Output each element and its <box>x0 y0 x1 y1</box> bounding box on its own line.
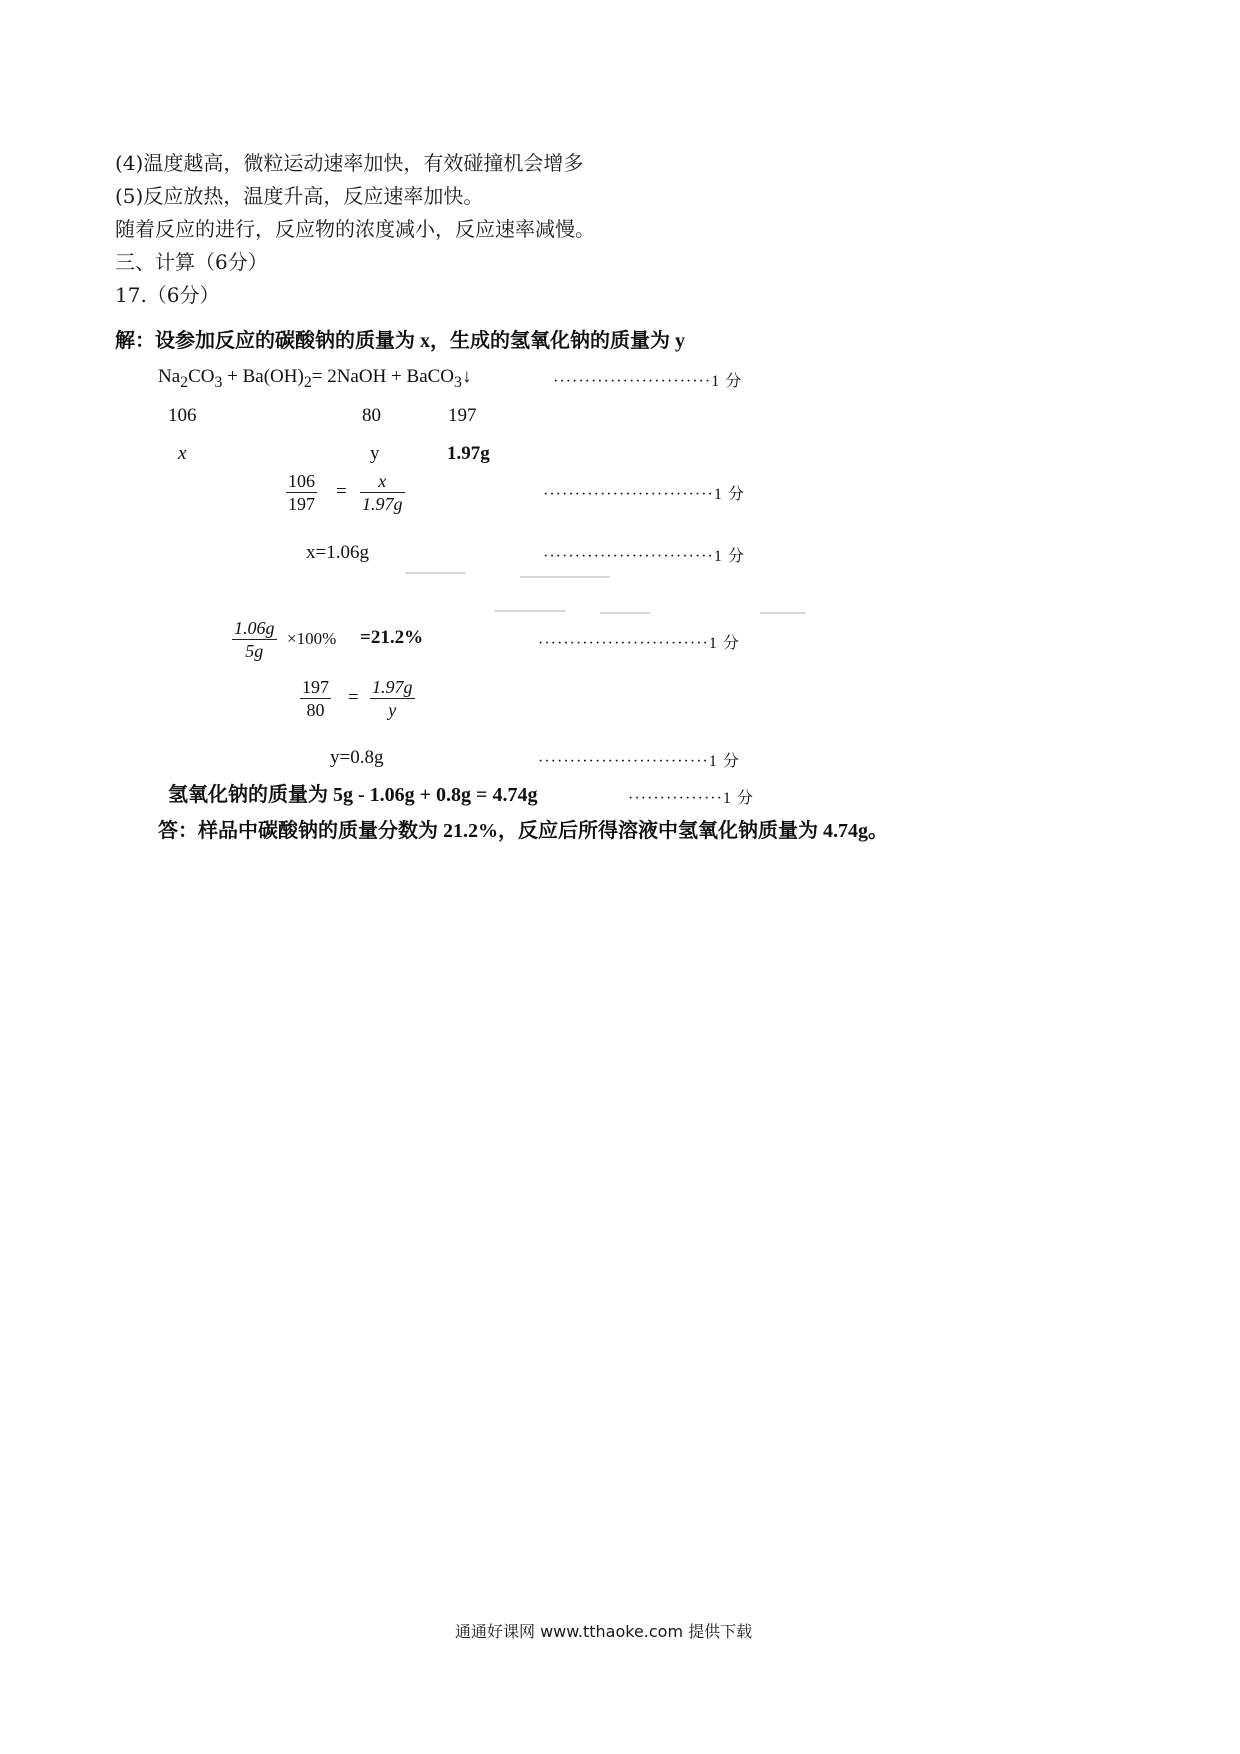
ratio2-right-num: 1.97g <box>372 677 413 697</box>
percent-result: =21.2% <box>360 627 424 648</box>
precipitate-arrow-icon: ↓ <box>461 366 472 387</box>
y-result: y=0.8g <box>330 747 384 768</box>
percent-fraction <box>232 617 277 662</box>
score-2: ···························1 分 <box>543 486 745 503</box>
answer-line-6: 随着反应的进行，反应物的浓度减小，反应速率减慢。 <box>115 217 595 241</box>
answer-line-4: (4)温度越高，微粒运动速率加快，有效碰撞机会增多 <box>115 151 584 175</box>
eq-rest: = 2NaOH + BaCO <box>311 366 455 387</box>
scan-speck <box>405 572 465 574</box>
unknown-x: x <box>178 443 187 464</box>
answer-line-5: (5)反应放热，温度升高，反应速率加快。 <box>115 184 484 208</box>
question-number: 17.（6分） <box>115 283 220 307</box>
score-1: ·························1 分 <box>553 373 743 390</box>
page-footer: 通通好课网 www.tthaoke.com 提供下载 <box>455 1622 753 1641</box>
percent-times: ×100% <box>287 629 337 648</box>
eq-baco3-sub: 3 <box>454 373 462 391</box>
naoh-mass-line: 氢氧化钠的质量为 5g - 1.06g + 0.8g = 4.74g <box>168 784 538 806</box>
ratio1-right-den: 1.97g <box>362 494 403 514</box>
scan-speck <box>520 576 610 578</box>
percent-num: 1.06g <box>234 618 275 638</box>
eq-co: CO <box>188 366 215 387</box>
ratio1-equals: = <box>336 481 347 502</box>
eq-na-sub: 2 <box>180 373 189 391</box>
score-3: ···························1 分 <box>543 548 745 565</box>
eq-co-sub: 3 <box>214 373 223 391</box>
ratio2-left <box>300 676 331 721</box>
eq-plus-baoh: + Ba(OH) <box>222 366 304 387</box>
ratio2-right-den: y <box>388 700 397 720</box>
molar-mass-baco3: 197 <box>448 405 477 426</box>
score-6: ···············1 分 <box>628 790 754 807</box>
ratio2-left-num: 197 <box>302 677 329 697</box>
ratio1-left-num: 106 <box>288 471 315 491</box>
scan-speck <box>600 612 650 614</box>
ratio1-left <box>286 470 317 515</box>
final-answer: 答：样品中碳酸钠的质量分数为 21.2%，反应后所得溶液中氢氧化钠质量为 4.74g。 <box>158 820 888 842</box>
score-5: ···························1 分 <box>538 753 740 770</box>
baco3-mass: 1.97g <box>447 443 490 464</box>
chemical-equation <box>158 366 471 392</box>
ratio2-equals: = <box>348 687 359 708</box>
molar-mass-naoh: 80 <box>362 405 381 426</box>
section-heading: 三、计算（6分） <box>115 250 268 274</box>
ratio1-left-den: 197 <box>288 494 315 514</box>
x-result: x=1.06g <box>306 542 369 563</box>
unknown-y: y <box>370 443 380 464</box>
molar-mass-na2co3: 106 <box>168 405 197 426</box>
solution-intro: 解：设参加反应的碳酸钠的质量为 x，生成的氢氧化钠的质量为 y <box>115 330 685 352</box>
eq-baoh-sub: 2 <box>303 373 312 391</box>
score-4: ···························1 分 <box>538 635 740 652</box>
scan-speck <box>495 610 565 612</box>
ratio2-right <box>370 676 415 721</box>
eq-na: Na <box>158 366 181 387</box>
percent-den: 5g <box>245 641 264 661</box>
ratio2-left-den: 80 <box>306 700 325 720</box>
scan-speck <box>760 612 805 614</box>
ratio1-right-num: x <box>360 470 405 493</box>
ratio1-right <box>360 470 405 515</box>
